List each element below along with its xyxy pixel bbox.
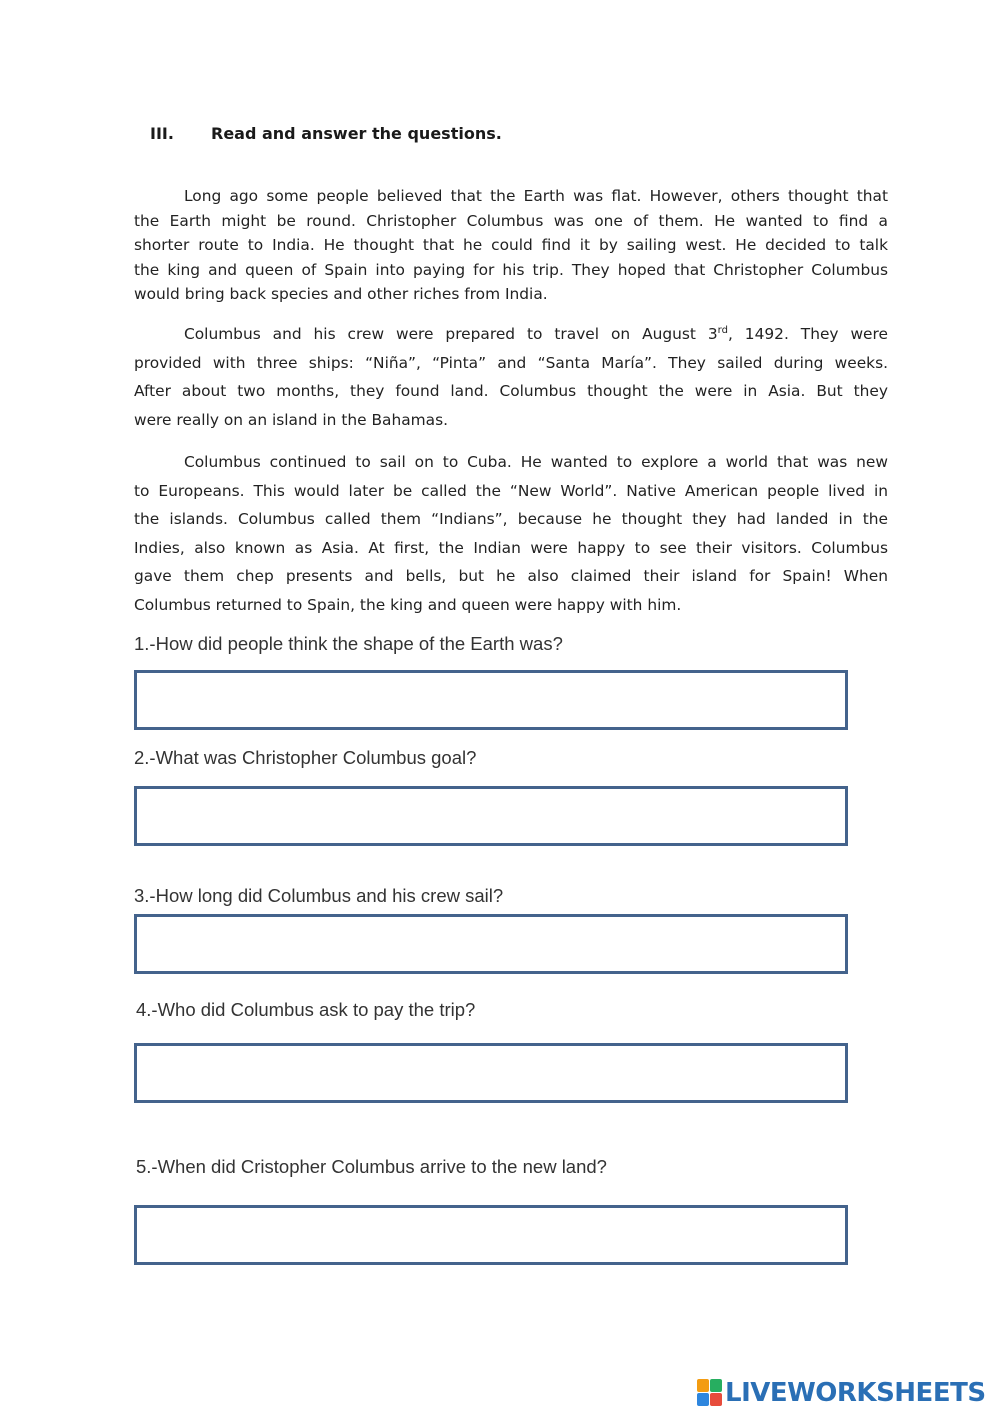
answer-box-5[interactable] [134, 1205, 848, 1265]
paragraph-1 [134, 184, 888, 307]
logo-text: LIVEWORKSHEETS [725, 1378, 986, 1408]
question-2: 2.-What was Christopher Columbus goal? [134, 747, 477, 768]
paragraph-text: Columbus and his crew were prepared to travel on August 3 [184, 325, 718, 343]
liveworksheets-logo [697, 1378, 986, 1408]
liveworksheets-logo-icon [697, 1379, 723, 1407]
paragraph-line: the islands. Columbus called them “Indians”, because he thought they had landed in the [134, 510, 888, 528]
paragraph-line: Indies, also known as Asia. At first, the Indian were happy to see their visitors. Columbus [134, 538, 888, 557]
section-number: III. [150, 124, 174, 143]
paragraph-line: the king and queen of Spain into paying for his trip. They hoped that Christopher Columbus [134, 260, 888, 279]
answer-box-3[interactable] [134, 914, 848, 974]
paragraph-line: Columbus continued to sail on to Cuba. He wanted to explore a world that was new [184, 453, 888, 471]
question-5: 5.-When did Cristopher Columbus arrive to the new land? [136, 1156, 607, 1177]
paragraph-line: After about two months, they found land. Columbus thought the were in Asia. But they [134, 382, 888, 400]
section-title: Read and answer the questions. [211, 124, 502, 143]
paragraph-line: Columbus returned to Spain, the king and queen were happy with him. [134, 595, 682, 614]
answer-box-2[interactable] [134, 786, 848, 846]
paragraph-2 [134, 320, 888, 434]
superscript: rd [717, 324, 728, 336]
paragraph-text: , 1492. They were [727, 325, 888, 343]
paragraph-line: Long ago some people believed that the Earth was flat. However, others thought that [184, 187, 888, 205]
question-1: 1.-How did people think the shape of the Earth was? [134, 633, 563, 654]
paragraph-3 [134, 448, 888, 619]
paragraph-line: provided with three ships: “Niña”, “Pinta” and “Santa María”. They sailed during weeks. [134, 353, 888, 372]
paragraph-line: the Earth might be round. Christopher Columbus was one of them. He wanted to find a [134, 211, 888, 230]
answer-box-4[interactable] [134, 1043, 848, 1103]
paragraph-line: gave them chep presents and bells, but he also claimed their island for Spain! When [134, 567, 888, 585]
paragraph-line: would bring back species and other riches from India. [134, 285, 548, 304]
question-4: 4.-Who did Columbus ask to pay the trip? [136, 999, 476, 1020]
paragraph-line: to Europeans. This would later be called the “New World”. Native American people lived in [134, 481, 888, 500]
paragraph-line: were really on an island in the Bahamas. [134, 410, 448, 429]
question-3: 3.-How long did Columbus and his crew sail? [134, 885, 504, 906]
section-heading [150, 124, 502, 143]
paragraph-line: shorter route to India. He thought that he could find it by sailing west. He decided to talk [134, 236, 888, 255]
paragraph-line [134, 320, 888, 349]
answer-box-1[interactable] [134, 670, 848, 730]
